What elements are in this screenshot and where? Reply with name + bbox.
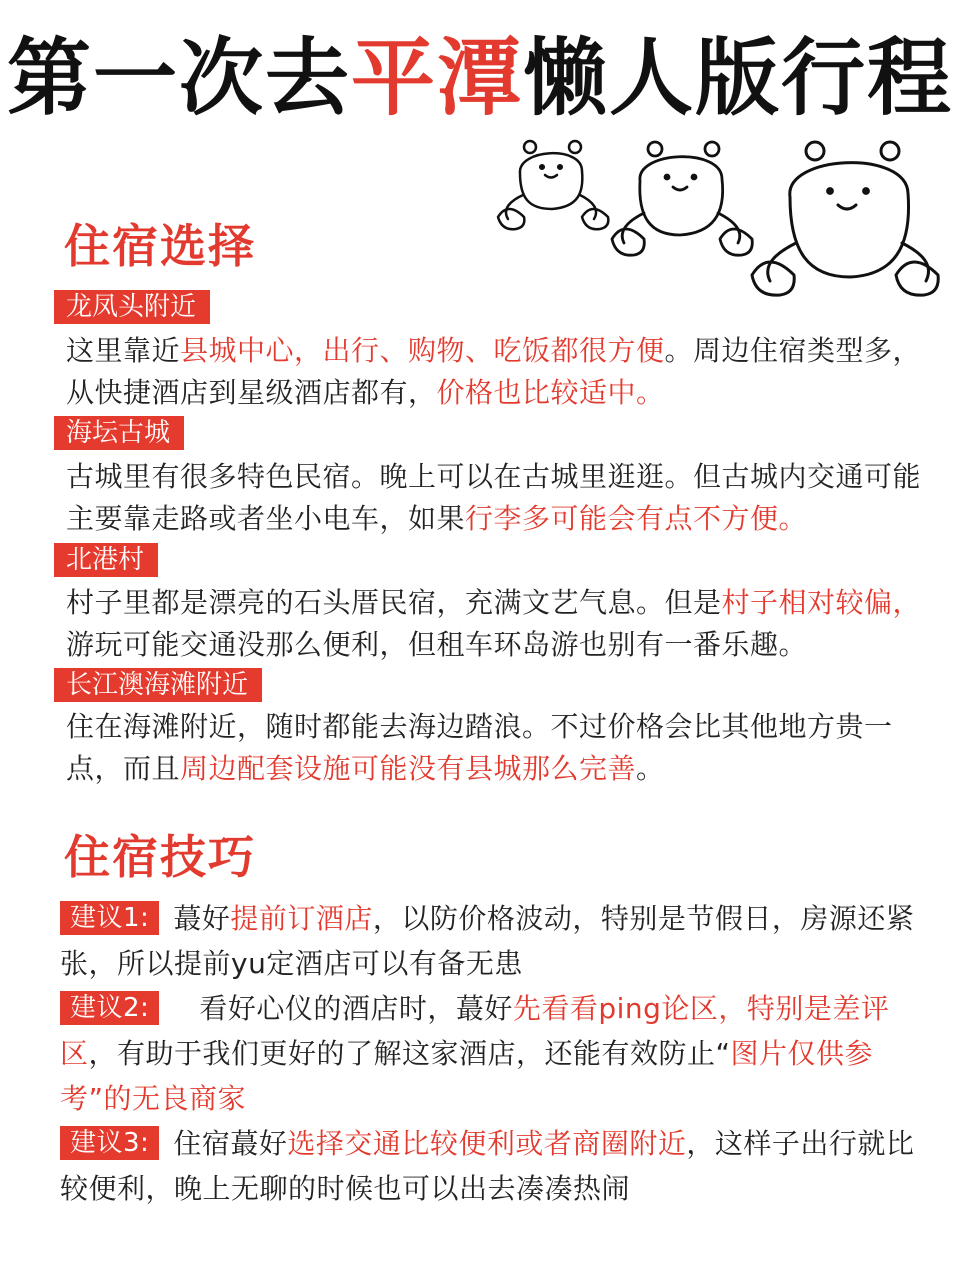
area-desc-changjiangao-beach: 住在海滩附近，随时都能去海边踏浪。不过价格会比其他地方贵一点，而且周边配套设施可能没有县城那么完善。 xyxy=(66,710,893,785)
area-desc-longfengtou: 这里靠近县城中心，出行、购物、吃饭都很方便。周边住宿类型多，从快捷酒店到星级酒店都有，价格也比较适中。 xyxy=(66,334,922,409)
area-tag-changjiangao-beach: 长江澳海滩附近 xyxy=(54,668,262,702)
section-title-accommodation: 住宿选择 xyxy=(64,219,256,273)
tip-1: 建议1: 蕞好提前订酒店，以防价格波动，特别是节假日，房源还紧张，所以提前yu定酒店可以有备无患 xyxy=(60,902,915,980)
tip-tag-3: 建议3: xyxy=(60,1126,159,1160)
area-tag-haitan-old-town: 海坛古城 xyxy=(54,416,184,450)
area-desc-haitan-old-town: 古城里有很多特色民宿。晚上可以在古城里逛逛。但古城内交通可能主要靠走路或者坐小电车，如果行李多可能会有点不方便。 xyxy=(66,460,922,535)
section-title-tips: 住宿技巧 xyxy=(64,830,256,884)
bear-medium xyxy=(612,142,752,255)
area-tag-beigang-village: 北港村 xyxy=(54,543,158,577)
title-highlight: 平潭 xyxy=(350,29,523,127)
bear-large xyxy=(752,142,938,295)
bear-small xyxy=(498,141,608,229)
tip-tag-2: 建议2: xyxy=(60,991,159,1025)
title-part2: 懒人版行程 xyxy=(523,29,954,127)
tip-tag-1: 建议1: xyxy=(60,901,159,935)
three-bears-with-bags-illustration xyxy=(490,135,940,315)
area-tag-longfengtou: 龙凤头附近 xyxy=(54,290,210,324)
title-part1: 第一次去 xyxy=(6,29,351,127)
tip-2: 建议2: 看好心仪的酒店时，蕞好先看看ping论区，特别是差评区，有助于我们更好的了解这家酒店，还能有效防止“图片仅供参考”的无良商家 xyxy=(60,992,890,1115)
area-desc-beigang-village: 村子里都是漂亮的石头厝民宿，充满文艺气息。但是村子相对较偏，游玩可能交通没那么便利，但租车环岛游也别有一番乐趣。 xyxy=(66,586,922,661)
page-title xyxy=(0,28,960,128)
tip-3: 建议3: 住宿蕞好选择交通比较便利或者商圈附近，这样子出行就比较便利，晚上无聊的时候也可以出去凑凑热闹 xyxy=(60,1127,915,1205)
